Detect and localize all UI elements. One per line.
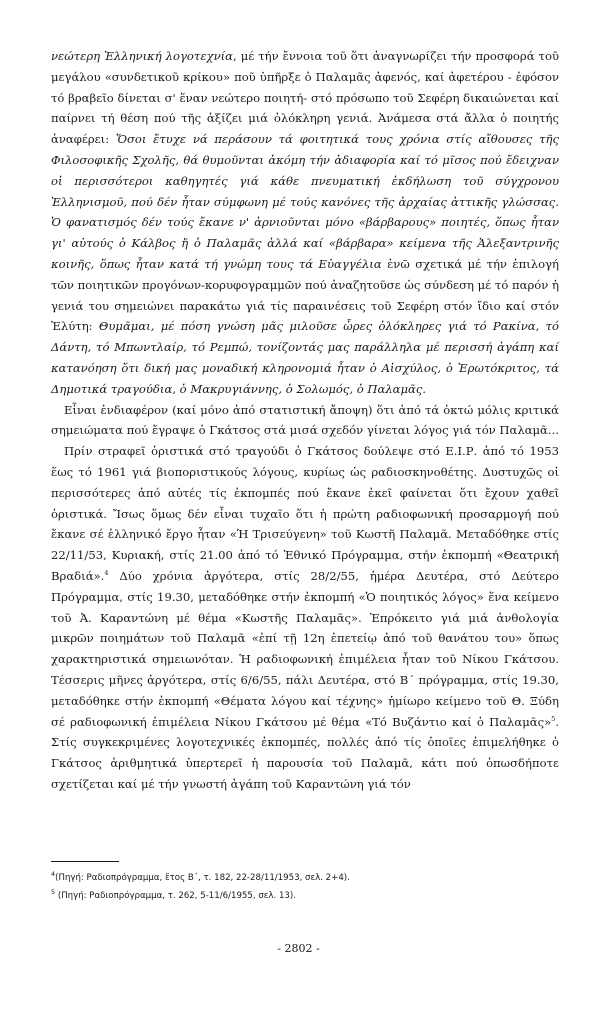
footnote-separator [51, 861, 119, 862]
text-run: ἐνῶ σχετικά μέ τήν ἐπιλογή τῶν ποιητικῶν προγόνων-κορυφογραμμῶν πού ἀναζητοῦσε ὡς σύνδεση μέ τό παρόν ἡ γενιά του σημειώνει παρακάτω γιά τίς παραινέσεις τοῦ Σεφέρη στόν ἴδιο καί στόν Ἐλύτη: [51, 256, 559, 334]
footnote-ref: 5 [551, 714, 556, 723]
italic-text: Ὅσοι ἔτυχε νά περάσουν τά φοιτητικά τους χρόνια στίς αἴθουσες τῆς Φιλοσοφικῆς Σχολῆς, θά θυμοῦνται ἀκόμη τήν ἀδιαφορία καί τό μῖσος πού ἔδειχναν οἱ περισσότεροι καθηγητές γιά κάθε πνευματική ἐκδήλωση τοῦ σύγχρονου Ἑλληνισμοῦ, πού δέν ἦταν σύμφωνη μέ τούς κανόνες τῆς ἀρχαίας ἀττικῆς γλώσσας. Ὁ φανατισμός δέν τούς ἔκανε ν' ἀρνιοῦνται μόνο «βάρβαρους» ποιητές, ὅπως ἦταν γι' αὐτούς ὁ Κάλβος ἤ ὁ Παλαμᾶς ἀλλά καί «βάρβαρα» κείμενα τῆς Ἀλεξαντρινῆς κοινῆς, ὅπως ἦταν κατά τή γνώμη τους τά Εὐαγγέλια [51, 132, 559, 271]
page-number: - 2802 - [277, 942, 320, 955]
footnote-mark: 4 [51, 870, 56, 879]
footnote [51, 887, 559, 905]
italic-text: νεώτερη Ἑλληνική λογοτεχνία [51, 49, 233, 63]
text-run: Πρίν στραφεῖ ὁριστικά στό τραγούδι ὁ Γκάτσος δούλεψε στό Ε.Ι.Ρ. ἀπό τό 1953 ἕως τό 1961 γιά βιοποριστικούς λόγους, κυρίως ὡς ραδιοσκηνοθέτης. Δυστυχῶς οἱ περισσότερες ἀπό αὐτές τίς ἐκπομπές πού ἔκανε ἐκεῖ φαίνεται ὅτι ἔχουν χαθεῖ ὁριστικά. Ἴσως ὅμως δέν εἶναι τυχαῖο ὅτι ἡ πρώτη ραδιοφωνική προσαρμογή πού ἔκανε σέ ἑλληνικό ἔργο ἦταν «Ἡ Τρισεύγενη» τοῦ Κωστῆ Παλαμᾶ. Μεταδόθηκε στίς 22/11/53, Κυριακή, στίς 21.00 ἀπό τό Ἐθνικό Πρόγραμμα, στήν ἐκπομπή «Θεατρική Βραδιά». [51, 444, 559, 583]
paragraph [51, 400, 559, 442]
page-body [51, 46, 559, 795]
footnote-text: (Πηγή: Ραδιοπρόγραμμα, τ. 262, 5-11/6/1955, σελ. 13). [55, 891, 296, 901]
text-run: Εἶναι ἐνδιαφέρον (καί μόνο ἀπό στατιστική ἄποψη) ὅτι ἀπό τά ὀκτώ μόλις κριτικά σημειώματα πού ἔγραψε ὁ Γκάτσος στά μισά σχεδόν γίνεται λόγος γιά τόν Παλαμᾶ... [51, 402, 559, 438]
text-run: . Στίς συγκεκριμένες λογοτεχνικές ἐκπομπές, πολλές ἀπό τίς ὁποῖες ἐπιμελήθηκε ὁ Γκάτσος ἀριθμητικά ὑπερτερεῖ ἡ παρουσία τοῦ Παλαμᾶ, κάτι πού ὁπωσδήποτε σχετίζεται καί μέ τήν γνωστή ἀγάπη τοῦ Καραντώνη γιά τόν [51, 714, 559, 791]
text-run: , μέ τήν ἔννοια τοῦ ὅτι ἀναγνωρίζει τήν προσφορά τοῦ μεγάλου «συνδετικοῦ κρίκου» ποῦ ὑπῆρξε ὁ Παλαμᾶς ἀφενός, καί ἀφετέρου - ἐφόσον τό βραβεῖο δίνεται σ' ἕναν νεώτερο ποιητή- στό πρόσωπο τοῦ Σεφέρη δικαιώνεται καί παίρνει τή θέση πού τῆς ἀξίζει μιά ὁλόκληρη γενιά. Ἀνάμεσα στά ἄλλα ὁ ποιητής ἀναφέρει: [51, 49, 559, 147]
footnote-mark: 5 [51, 888, 56, 897]
paragraph [51, 46, 559, 400]
footnote-ref: 4 [104, 569, 109, 578]
footnotes [51, 869, 559, 905]
footnote-text: (Πηγή: Ραδιοπρόγραμμα, ἔτος Β΄, τ. 182, 22-28/11/1953, σελ. 2+4). [55, 873, 350, 883]
paragraph [51, 441, 559, 795]
footnote [51, 869, 559, 887]
italic-text: Θυμᾶμαι, μέ πόση γνώση μᾶς μιλοῦσε ὧρες ὁλόκληρες γιά τό Ρακίνα, τό Δάντη, τό Μπωντλαίρ, τό Ρεμπώ, τονίζοντάς μας παράλληλα μέ περισσή ἀγάπη καί κατανόηση ὅτι δική μας μοναδική κληρονομιά ἦταν ὁ Αἰσχύλος, ὁ Ἐρωτόκριτος, τά Δημοτικά τραγούδια, ὁ Μακρυγιάννης, ὁ Σολωμός, ὁ Παλαμᾶς. [51, 319, 559, 396]
text-run: Δύο χρόνια ἀργότερα, στίς 28/2/55, ἡμέρα Δευτέρα, στό Δεύτερο Πρόγραμμα, στίς 19.30, μεταδόθηκε στήν ἐκπομπή «Ὁ ποιητικός λόγος» ἕνα κείμενο τοῦ Ἀ. Καραντώνη μέ θέμα «Κωστῆς Παλαμᾶς». Ἐπρόκειτο γιά μιά ἀνθολογία μικρῶν ποιημάτων τοῦ Παλαμᾶ «ἐπί τῇ 12η ἐπετείῳ ἀπό τοῦ θανάτου του» ὅπως χαρακτηριστικά σημειωνόταν. Ἡ ραδιοφωνική ἐπιμέλεια ἦταν τοῦ Νίκου Γκάτσου. Τέσσερις μῆνες ἀργότερα, στίς 6/6/55, πάλι Δευτέρα, στό Β΄ πρόγραμμα, στίς 19.30, μεταδόθηκε στήν ἐκπομπή «Θέματα λόγου καί τέχνης» ἡμίωρο κείμενο τοῦ Θ. Ξύδη σέ ραδιοφωνική ἐπιμέλεια Νίκου Γκάτσου μέ θέμα «Τό Βυζάντιο καί ὁ Παλαμᾶς» [51, 568, 559, 729]
